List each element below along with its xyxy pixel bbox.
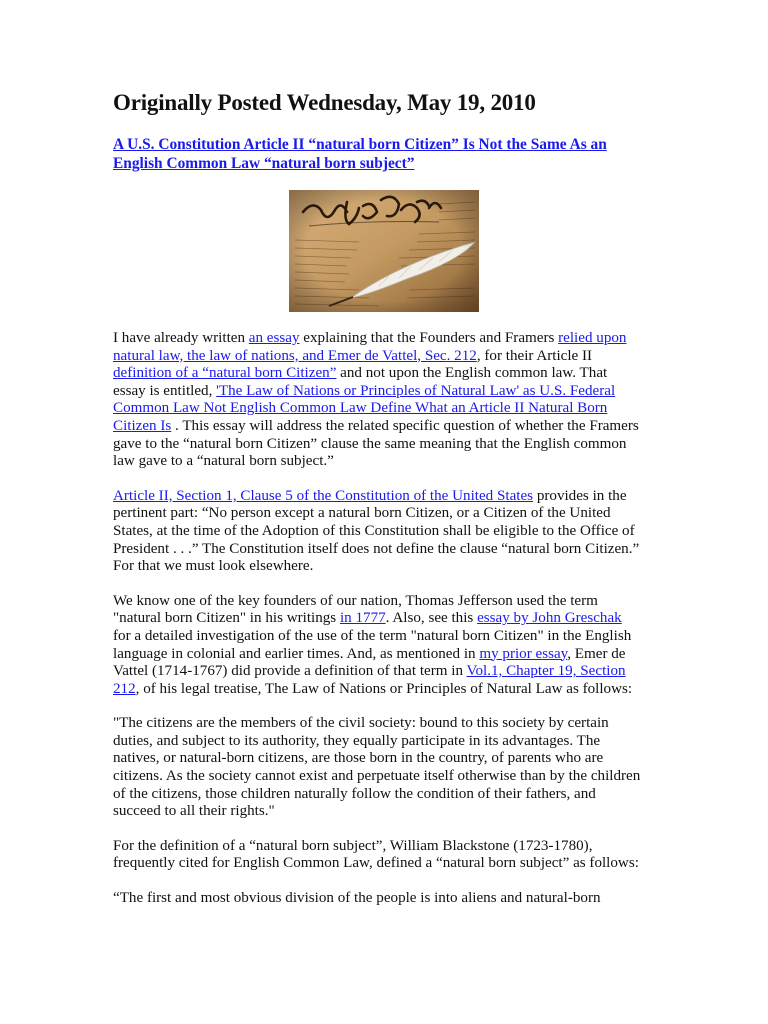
- paragraph-blackstone: For the definition of a “natural born subject”, William Blackstone (1723-1780), frequently cited for English Common Law, defined a “natural born subject” as follows:: [113, 837, 639, 872]
- quote-blackstone: “The first and most obvious division of the people is into aliens and natural-born: [113, 890, 601, 907]
- subtitle-link[interactable]: A U.S. Constitution Article II “natural born Citizen” Is Not the Same As an English Common Law “natural born subject”: [113, 136, 607, 172]
- text-segment: , Emer de Vattel (1714-1767) did provide a definition of that term in: [113, 645, 626, 680]
- link-definition-natural-born-citizen[interactable]: definition of a “natural born Citizen”: [113, 365, 337, 382]
- text-segment: provides in the pertinent part: “No person except a natural born Citizen, or a Citizen of the United States, at the time of the Adoption of this Constitution shall be eligible to the Office of President . . .” The Constitution itself does not define the clause “natural born Citizen.” For that we must look elsewhere.: [113, 487, 640, 575]
- we-the-people-quill-icon: [289, 190, 479, 312]
- quote-vattel: "The citizens are the members of the civil society: bound to this society by certain duties, and subject to its authority, they equally participate in its advantages. The natives, or natural-born citizens, are those born in the country, of parents who are citizens. As the society cannot exist and perpetuate itself otherwise than by the children of the citizens, those children naturally follow the condition of their fathers, and succeed to all their rights.": [113, 715, 641, 820]
- link-my-prior-essay[interactable]: my prior essay: [479, 645, 568, 662]
- text-segment: We know one of the key founders of our nation, Thomas Jefferson used the term "natural born Citizen" in his writings: [113, 592, 598, 627]
- article-body: [113, 88, 643, 908]
- text-segment: I have already written: [113, 330, 249, 346]
- link-in-1777[interactable]: in 1777: [339, 610, 386, 627]
- link-an-essay[interactable]: an essay: [248, 330, 300, 346]
- link-vol1-chapter19-section212[interactable]: Vol.1, Chapter 19, Section 212: [113, 663, 626, 697]
- paragraph-intro: [113, 330, 643, 471]
- page-title: Originally Posted Wednesday, May 19, 2010: [113, 90, 536, 115]
- text-segment: . Also, see this: [385, 610, 478, 627]
- text-segment: explaining that the Founders and Framers: [299, 330, 559, 346]
- text-segment: for a detailed investigation of the use of the term "natural born Citizen" in the English language in colonial and earlier times. And, as mentioned in: [113, 627, 632, 662]
- link-article-ii-clause-5[interactable]: Article II, Section 1, Clause 5 of the Constitution of the United States: [113, 487, 534, 504]
- text-segment: . This essay will address the related specific question of whether the Framers gave to the “natural born Citizen” clause the same meaning that the English common law gave to a “natural born subject.”: [113, 417, 639, 470]
- link-relied-upon-natural-law[interactable]: relied upon natural law, the law of nations, and Emer de Vattel, Sec. 212: [113, 330, 627, 364]
- link-law-of-nations-essay[interactable]: 'The Law of Nations or Principles of Natural Law' as U.S. Federal Common Law Not English Common Law Define What an Article II Natural Born Citizen Is: [113, 382, 616, 434]
- text-segment: , for their Article II: [476, 347, 593, 364]
- paragraph-jefferson: [113, 593, 643, 699]
- we-the-people-image: [289, 190, 479, 312]
- text-segment: and not upon the English common law. That essay is entitled,: [113, 365, 608, 399]
- text-segment: , of his legal treatise, The Law of Nations or Principles of Natural Law as follows:: [135, 680, 633, 697]
- link-essay-by-john-greschak[interactable]: essay by John Greschak: [477, 610, 622, 627]
- paragraph-article-ii: [113, 488, 643, 576]
